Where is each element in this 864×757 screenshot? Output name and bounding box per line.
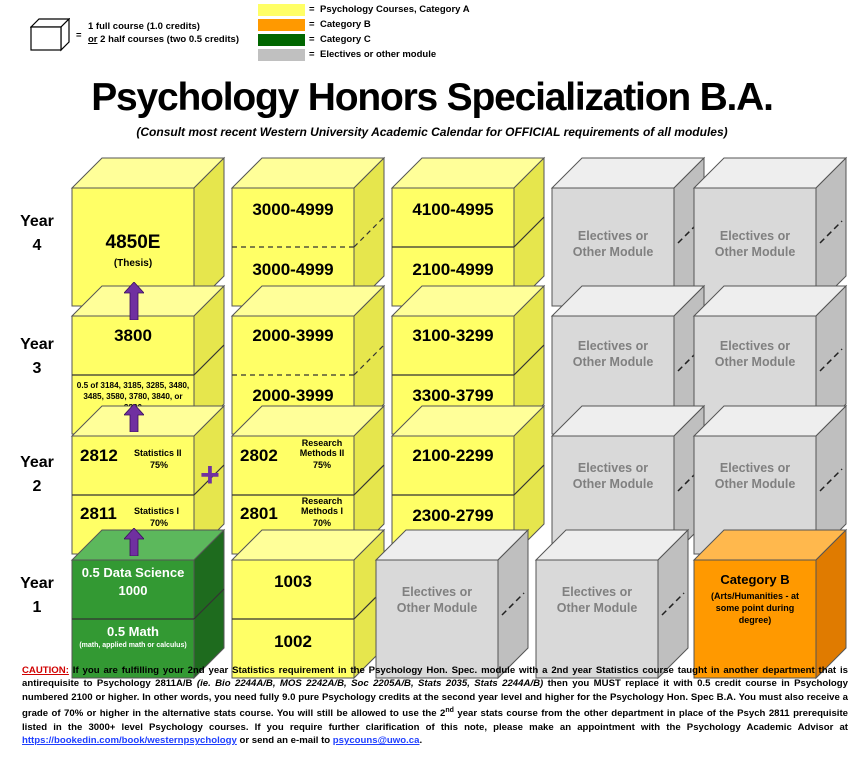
- course-range: 4100-4995: [412, 200, 494, 219]
- legend-swatch-yellow: [258, 4, 305, 16]
- cube-data-science-math: [72, 530, 224, 678]
- electives-label: Electives or Other Module: [556, 585, 638, 615]
- course-code: 0.5 Math: [106, 624, 159, 639]
- course-code: 4850E: [105, 232, 161, 253]
- course-code: 0.5 Data Science 1000: [81, 565, 185, 598]
- category-b-sub: (Arts/Humanities - at some point during degree): [710, 591, 799, 625]
- legend-label-electives: Electives or other module: [320, 49, 437, 60]
- electives-label: Electives or Other Module: [572, 229, 654, 259]
- year-label-3: Year 3: [20, 336, 54, 377]
- cube-front-face: [376, 560, 498, 678]
- year-label-2: Year 2: [20, 454, 54, 495]
- course-code: 3800: [114, 326, 152, 345]
- legend-swatch-green: [258, 34, 305, 46]
- course-range: 3300-3799: [412, 386, 494, 405]
- course-range: 3000-4999: [252, 260, 334, 279]
- cube-y4-c3: [392, 158, 544, 306]
- legend: = 1 full course (1.0 credits) or 2 half courses (two 0.5 credits) = Psychology Courses, Category A = Category B = Category C = Electives or other module: [0, 0, 864, 70]
- course-range: 2000-3999: [252, 386, 334, 405]
- course-code: 2812: [80, 446, 118, 465]
- legend-label-category-c: Category C: [320, 34, 371, 45]
- legend-cube-icon: [30, 18, 70, 52]
- electives-label: Electives or Other Module: [714, 339, 796, 369]
- course-range: 2000-3999: [252, 326, 334, 345]
- course-sub: (Thesis): [113, 258, 153, 269]
- cube-y1-c2: [232, 530, 384, 678]
- course-sub: (math, applied math or calculus): [79, 642, 187, 649]
- course-pct: 75%: [149, 460, 168, 470]
- course-code: 2811: [80, 504, 117, 523]
- page-subtitle: (Consult most recent Western University Academic Calendar for OFFICIAL requirements of all modules): [136, 125, 728, 139]
- page-title: Psychology Honors Specialization B.A.: [91, 76, 773, 119]
- cube-y4-c2: [232, 158, 384, 306]
- cube-y4-c4: [552, 158, 704, 306]
- electives-label: Electives or Other Module: [396, 585, 478, 615]
- legend-swatch-orange: [258, 19, 305, 31]
- cube-category-b: [694, 530, 846, 678]
- cube-y1-c4: [536, 530, 688, 678]
- course-options: 0.5 of 3184, 3185, 3285, 3480, 3485, 3580, 3780, 3840, or: [76, 381, 190, 401]
- legend-equals: =: [76, 30, 82, 41]
- course-range: 2100-2299: [412, 446, 494, 465]
- course-pct: 75%: [312, 460, 331, 470]
- electives-label: Electives or Other Module: [572, 339, 654, 369]
- course-range: 1003: [274, 572, 312, 591]
- course-range: 2300-2799: [412, 506, 494, 525]
- year-label-4: Year 4: [20, 213, 54, 254]
- caution-label: CAUTION:: [22, 665, 69, 676]
- up-arrow-icon: [124, 528, 144, 556]
- legend-label-category-a: Psychology Courses, Category A: [320, 4, 470, 15]
- course-range: 3000-4999: [252, 200, 334, 219]
- booking-link[interactable]: https://bookedin.com/book/westernpsychology: [22, 735, 237, 747]
- electives-label: Electives or Other Module: [572, 461, 654, 491]
- cube-front-face: [536, 560, 658, 678]
- electives-label: Electives or Other Module: [714, 229, 796, 259]
- legend-label-category-b: Category B: [320, 19, 371, 30]
- legend-unit-line2: 2 half courses (two 0.5 credits): [100, 34, 239, 45]
- course-pct: 70%: [149, 518, 168, 528]
- category-b-title: Category B: [720, 572, 790, 587]
- course-range: 3100-3299: [412, 326, 494, 345]
- year-label-1: Year 1: [20, 575, 54, 616]
- course-code: 2801: [240, 504, 278, 523]
- electives-label: Electives or Other Module: [714, 461, 796, 491]
- course-pct: 70%: [312, 518, 331, 528]
- cube-y1-c3: [376, 530, 528, 678]
- legend-unit-line1: 1 full course (1.0 credits): [88, 21, 200, 32]
- course-code: 2802: [240, 446, 278, 465]
- up-arrow-icon: [124, 404, 144, 432]
- cube-y4-c5: [694, 158, 846, 306]
- legend-swatch-grey: [258, 49, 305, 61]
- course-label: Statistics II: [134, 448, 182, 458]
- course-label: Research Methods I: [301, 496, 343, 516]
- email-link[interactable]: psycouns@uwo.ca: [332, 735, 420, 747]
- caution-note: CAUTION: If you are fulfilling your 2nd year Statistics requirement in the Psychology Hon. Spec. module with a 2nd year Statistics course taught in another department that is antirequisite to Psychology 2811A/B (ie. Bio 2244A/B, MOS 2242A/B, Soc 2205A/B, Stats 2035, Stats 2244A/B) then you MUST replace it with 0.5 credit course in Psychology numbered 2100 or higher. In other words, you need fully 9.0 pure Psychology credits at the second year level and higher for the Psychology Hon. Spec B.A. You must also receive a grade of 70% or higher in the alternative stats course. You will still be allowed to use the 2nd year stats course from the other department in place of the Psych 2811 prerequisite listed in the 3000+ level Psychology courses. If you require further clarification of this note, please make an appointment with the Psychology Academic Advisor at https://bookedin.com/book/westernpsychology or send an e-mail to psycouns@uwo.ca.: [22, 665, 848, 747]
- course-label: Research Methods II: [299, 438, 345, 458]
- course-range: 2100-4999: [412, 260, 494, 279]
- up-arrow-icon: [124, 282, 144, 320]
- course-label: Statistics I: [134, 506, 180, 516]
- legend-unit-or: or: [88, 34, 98, 45]
- plus-icon: +: [200, 456, 220, 494]
- cube-4850e: [72, 158, 224, 306]
- course-range: 1002: [274, 632, 312, 651]
